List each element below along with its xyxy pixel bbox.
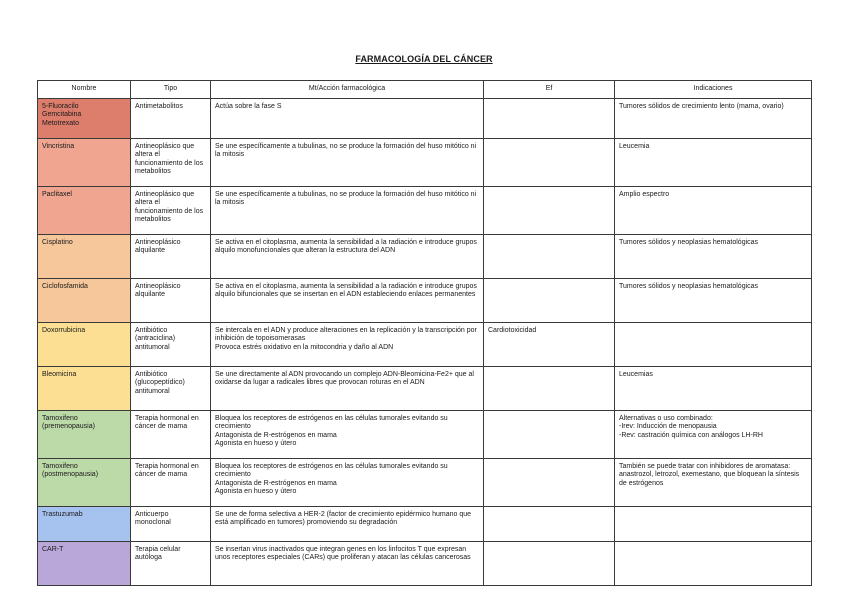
mechanism-cell: Se une directamente al ADN provocando un complejo ADN-Bleomicina-Fe2+ que al oxidarse da lugar a radicales libres que provocan roturas en el ADN [211,367,484,411]
page-title: FARMACOLOGÍA DEL CÁNCER [355,54,493,64]
mechanism-cell: Se une de forma selectiva a HER-2 (factor de crecimiento epidérmico humano que está amplificado en tumores) promoviendo su degradación [211,507,484,542]
table-row [38,459,812,507]
type-cell: Terapia hormonal en cáncer de mama [131,411,211,459]
adverse-effects-cell [484,411,615,459]
indications-cell: Leucemias [615,367,812,411]
drug-name-cell: Ciclofosfamida [38,279,131,323]
drug-name-cell: Tamoxifeno (postmenopausia) [38,459,131,507]
mechanism-cell: Se intercala en el ADN y produce alteraciones en la replicación y la transcripción por inhibición de topoisomerasas Provoca estrés oxidativo en la mitocondria y daño al ADN [211,323,484,367]
type-cell: Antimetabolitos [131,99,211,139]
indications-cell: Tumores sólidos y neoplasias hematológicas [615,279,812,323]
header-row [38,81,812,99]
table-row [38,139,812,187]
indications-cell: Tumores sólidos y neoplasias hematológicas [615,235,812,279]
header-mecanismo: Mt/Acción farmacológica [211,81,484,99]
drug-name-cell: Doxorrubicina [38,323,131,367]
mechanism-cell: Bloquea los receptores de estrógenos en las células tumorales evitando su crecimiento Antagonista de R-estrógenos en mama Agonista en hueso y útero [211,459,484,507]
adverse-effects-cell [484,279,615,323]
table-row [38,411,812,459]
indications-cell: Alternativas o uso combinado: -Irev: Inducción de menopausia -Rev: castración química con análogos LH-RH [615,411,812,459]
table-row [38,542,812,586]
indications-cell [615,542,812,586]
table-row [38,323,812,367]
table-row [38,99,812,139]
type-cell: Terapia hormonal en cáncer de mama [131,459,211,507]
drug-name-cell: Tamoxifeno (premenopausia) [38,411,131,459]
drug-name-cell: Bleomicina [38,367,131,411]
indications-cell: Leucemia [615,139,812,187]
adverse-effects-cell [484,542,615,586]
header-tipo: Tipo [131,81,211,99]
adverse-effects-cell [484,507,615,542]
drug-name-cell: 5-Fluoracilo Gemcitabina Metotrexato [38,99,131,139]
drug-name-cell: Paclitaxel [38,187,131,235]
header-nombre: Nombre [38,81,131,99]
mechanism-cell: Se une específicamente a tubulinas, no se produce la formación del huso mitótico ni la mitosis [211,139,484,187]
adverse-effects-cell [484,367,615,411]
indications-cell: Tumores sólidos de crecimiento lento (mama, ovario) [615,99,812,139]
indications-cell [615,507,812,542]
type-cell: Antineoplásico que altera el funcionamiento de los metabolitos [131,187,211,235]
type-cell: Antineoplásico alquilante [131,279,211,323]
indications-cell [615,323,812,367]
adverse-effects-cell: Cardiotoxicidad [484,323,615,367]
type-cell: Antibiótico (glucopeptídico) antitumoral [131,367,211,411]
type-cell: Antineoplásico alquilante [131,235,211,279]
table-row [38,235,812,279]
mechanism-cell: Bloquea los receptores de estrógenos en las células tumorales evitando su crecimiento Antagonista de R-estrógenos en mama Agonista en hueso y útero [211,411,484,459]
drug-name-cell: Trastuzumab [38,507,131,542]
type-cell: Antineoplásico que altera el funcionamiento de los metabolitos [131,139,211,187]
drug-name-cell: Cisplatino [38,235,131,279]
table-row [38,367,812,411]
adverse-effects-cell [484,187,615,235]
table-row [38,507,812,542]
adverse-effects-cell [484,459,615,507]
mechanism-cell: Se insertan virus inactivados que integran genes en los linfocitos T que expresan unos receptores especiales (CARs) que proliferan y atacan las células cancerosas [211,542,484,586]
table-row [38,187,812,235]
adverse-effects-cell [484,235,615,279]
drug-name-cell: CAR-T [38,542,131,586]
adverse-effects-cell [484,99,615,139]
mechanism-cell: Se activa en el citoplasma, aumenta la sensibilidad a la radiación e introduce grupos alquilo monofuncionales que alteran la estructura del ADN [211,235,484,279]
mechanism-cell: Se activa en el citoplasma, aumenta la sensibilidad a la radiación e introduce grupos alquilo bifuncionales que se insertan en el ADN estableciendo enlaces permanentes [211,279,484,323]
header-indicaciones: Indicaciones [615,81,812,99]
type-cell: Antibiótico (antraciclina) antitumoral [131,323,211,367]
indications-cell: También se puede tratar con inhibidores de aromatasa: anastrozol, letrozol, exemestano, que bloquean la síntesis de estrógenos [615,459,812,507]
mechanism-cell: Actúa sobre la fase S [211,99,484,139]
drug-name-cell: Vincristina [38,139,131,187]
pharmacology-table [37,80,812,586]
indications-cell: Amplio espectro [615,187,812,235]
mechanism-cell: Se une específicamente a tubulinas, no se produce la formación del huso mitótico ni la mitosis [211,187,484,235]
type-cell: Anticuerpo monoclonal [131,507,211,542]
adverse-effects-cell [484,139,615,187]
header-ef: Ef [484,81,615,99]
type-cell: Terapia celular autóloga [131,542,211,586]
table-row [38,279,812,323]
